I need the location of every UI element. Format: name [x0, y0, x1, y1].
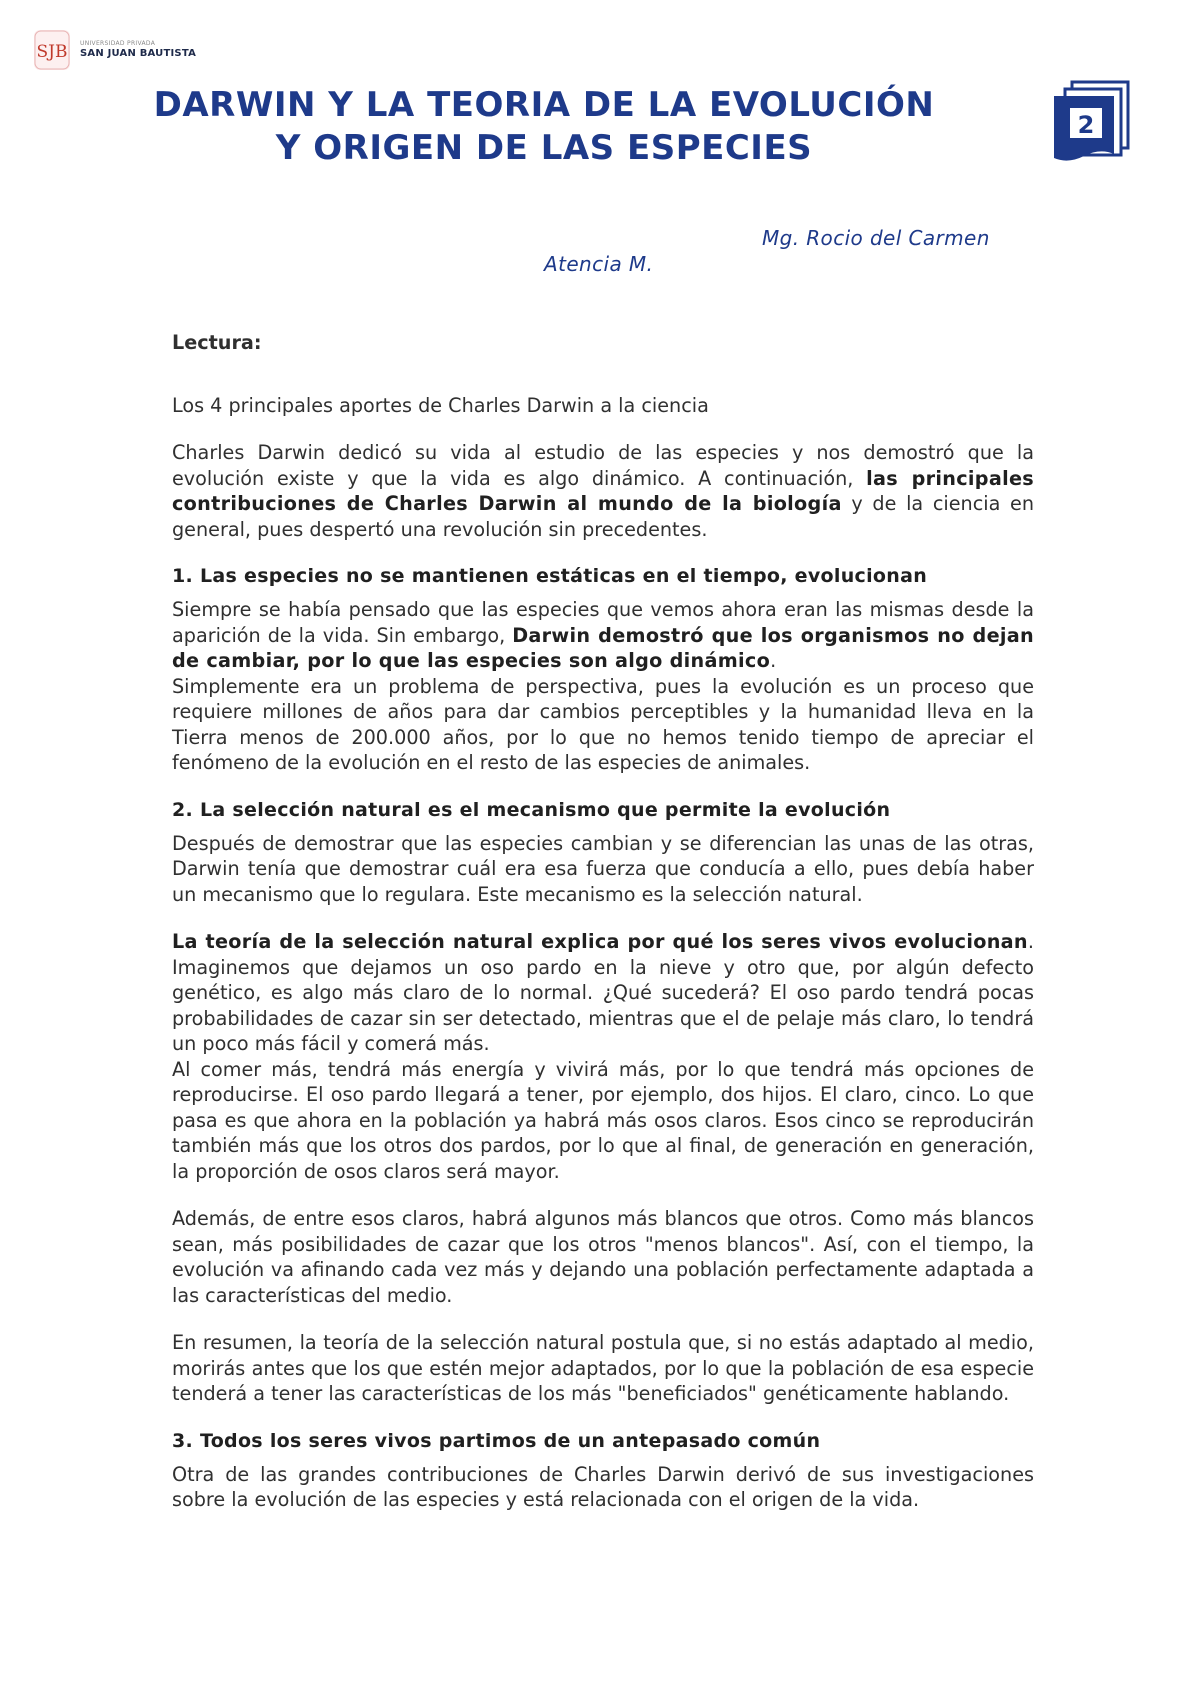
- author-line-2: Atencia M.: [544, 252, 654, 276]
- intro-paragraph: [172, 440, 1034, 542]
- title-line-1: DARWIN Y LA TEORIA DE LA EVOLUCIÓN: [153, 85, 935, 125]
- section-1-heading: 1. Las especies no se mantienen estáticas en el tiempo, evolucionan: [172, 565, 928, 587]
- section-2-paragraph-2: [172, 929, 1034, 1057]
- section-2-paragraph-1: Después de demostrar que las especies cambian y se diferencian las unas de las otras, Darwin tenía que demostrar cuál era esa fuerza que conducía a ello, pues debía haber un mecanismo que lo regulara. Este mecanismo es la selección natural.: [172, 831, 1034, 906]
- section-2-paragraph-5: En resumen, la teoría de la selección natural postula que, si no estás adaptado al medio, morirás antes que los que estén mejor adaptados, por lo que la población de esa especie tenderá a tener las características de los más "beneficiados" genéticamente hablando.: [172, 1331, 1034, 1405]
- section-1-p1-start: Siempre se había pensado que las especies que vemos ahora eran las mismas desde la aparición de la vida. Sin embargo,: [172, 598, 1034, 647]
- logo-text-block: [80, 40, 196, 60]
- section-3-heading: 3. Todos los seres vivos partimos de un antepasado común: [172, 1429, 821, 1452]
- section-1-paragraph-1: [172, 597, 1034, 674]
- intro-text-bold: las principales contribuciones de Charles Darwin al mundo de la biología: [172, 466, 1034, 515]
- logo-emblem-icon: [34, 30, 70, 70]
- section-1-p1-end: .: [770, 649, 777, 672]
- section-2-paragraph-3: Al comer más, tendrá más energía y vivirá más, por lo que tendrá más opciones de reproducirse. El oso pardo llegará a tener, por ejemplo, dos hijos. El claro, cinco. Lo que pasa es que ahora en la población ya habrá más osos claros. Esos cinco se reproducirán también más que los otros dos pardos, por lo que al final, de generación en generación, la proporción de osos claros será mayor.: [172, 1057, 1034, 1183]
- document-body: [172, 330, 1034, 1513]
- unit-number-badge: [1050, 80, 1130, 166]
- lectura-label: Lectura:: [172, 331, 262, 354]
- logo-subtitle: UNIVERSIDAD PRIVADA: [80, 40, 156, 47]
- intro-text-end: y de la ciencia en general, pues despertó una revolución sin precedentes.: [172, 492, 1034, 541]
- intro-title: Los 4 principales aportes de Charles Darwin a la ciencia: [172, 393, 709, 417]
- title-line-2: Y ORIGEN DE LAS ESPECIES: [275, 128, 813, 168]
- author-line-1: Mg. Rocio del Carmen: [762, 226, 990, 250]
- unit-number: 2: [1077, 111, 1095, 139]
- logo-name: SAN JUAN BAUTISTA: [80, 48, 197, 59]
- logo-emblem-graphic: [34, 30, 70, 70]
- logo-emblem-text: SJB: [36, 42, 68, 62]
- section-1-paragraph-2: Simplemente era un problema de perspectiva, pues la evolución es un proceso que requiere millones de años para dar cambios perceptibles y la humanidad lleva en la Tierra menos de 200.000 años, por lo que no hemos tenido tiempo de apreciar el fenómeno de la evolución en el resto de las especies de animales.: [172, 674, 1034, 774]
- document-title: [100, 84, 988, 170]
- intro-text-start: Charles Darwin dedicó su vida al estudio de las especies y nos demostró que la evolución existe y que la vida es algo dinámico. A continuación,: [172, 441, 1034, 490]
- section-2-paragraph-4: Además, de entre esos claros, habrá algunos más blancos que otros. Como más blancos sean, más posibilidades de cazar que los otros "menos blancos". Así, con el tiempo, la evolución va afinando cada vez más y dejando una población perfectamente adaptada a las características del medio.: [172, 1207, 1034, 1307]
- university-logo: [34, 30, 196, 70]
- section-2-p2-bold: La teoría de la selección natural explica por qué los seres vivos evolucionan: [172, 930, 1028, 953]
- section-2-p2-end: . Imaginemos que dejamos un oso pardo en la nieve y otro que, por algún defecto genético, es algo más claro de lo normal. ¿Qué sucederá? El oso pardo tendrá pocas probabilidades de cazar sin ser detectado, mientras que el de pelaje más claro, lo tendrá un poco más fácil y comerá más.: [172, 930, 1034, 1055]
- section-1-p1-bold: Darwin demostró que los organismos no dejan de cambiar, por lo que las especies son algo dinámico: [172, 623, 1034, 672]
- section-3-paragraph-1: Otra de las grandes contribuciones de Charles Darwin derivó de sus investigaciones sobre la evolución de las especies y está relacionada con el origen de la vida.: [172, 1462, 1034, 1511]
- section-2-heading: 2. La selección natural es el mecanismo que permite la evolución: [172, 798, 891, 821]
